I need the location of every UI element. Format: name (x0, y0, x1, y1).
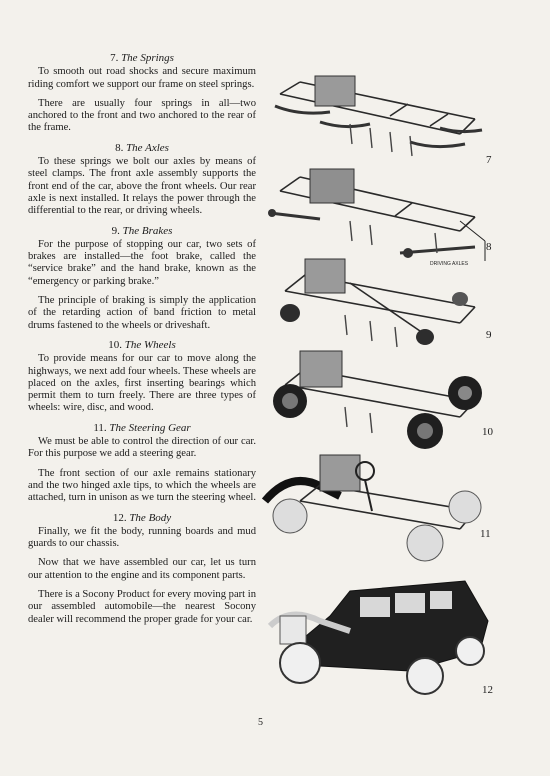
section-wheels (28, 339, 256, 415)
page-number: 5 (258, 717, 263, 728)
section-title: The Axles (126, 141, 169, 154)
paragraph: There are usually four springs in all—two anchored to the front and two anchored to the rear of the frame. (28, 97, 256, 134)
paragraph: To these springs we bolt our axles by means of steel clamps. The front axle assembly supports the front end of the car, above the front wheels. Our rear axle is next installed. It relays the power through the differential to the rear, or driving wheels. (28, 156, 256, 217)
figure-number-9: 9 (486, 329, 492, 341)
figure-number-8: 8 (486, 241, 492, 253)
paragraph: For the purpose of stopping our car, two sets of brakes are installed—the foot brake, called the “service brake” and the hand brake, known as the “emergency or parking brake.” (28, 238, 256, 287)
section-title: The Steering Gear (109, 421, 191, 434)
chassis-springs-illustration (260, 64, 490, 164)
section-title: The Brakes (122, 224, 173, 237)
driving-axles-label: DRIVING AXLES (430, 261, 469, 267)
figures-column (260, 56, 510, 716)
section-number: 10. (108, 338, 122, 351)
section-title: The Springs (121, 52, 174, 64)
paragraph: There is a Socony Product for every moving part in our assembled automobile—the nearest Socony dealer will recommend the proper grade for your car. (28, 588, 256, 625)
section-heading (28, 422, 256, 434)
section-number: 8. (115, 141, 124, 154)
chassis-steering-illustration (260, 451, 490, 566)
section-number: 12. (112, 511, 127, 524)
figure-wheels (260, 341, 490, 451)
car-body-illustration (260, 571, 490, 696)
section-brakes (28, 225, 256, 332)
figure-body (260, 571, 490, 696)
section-heading (28, 142, 256, 154)
section-heading (28, 225, 256, 237)
section-title: The Body (129, 511, 172, 524)
section-springs (28, 52, 256, 135)
paragraph: Finally, we fit the body, running boards and mud guards to our chassis. (28, 525, 256, 550)
section-title: The Wheels (124, 338, 176, 351)
section-body (28, 512, 256, 626)
figure-steering-gear (260, 451, 490, 566)
section-heading (28, 339, 256, 351)
section-heading (28, 512, 256, 524)
figure-number-10: 10 (482, 426, 493, 438)
text-column (28, 52, 256, 633)
paragraph: The front section of our axle remains stationary and the two hinged axle tips, to which the wheels are attached, turn in unison as we turn the steering wheel. (28, 467, 256, 504)
section-number: 7. (110, 52, 119, 64)
figure-number-12: 12 (482, 684, 493, 696)
paragraph: Now that we have assembled our car, let us turn our attention to the engine and its component parts. (28, 557, 256, 581)
section-axles (28, 142, 256, 218)
chassis-wheels-illustration (260, 341, 490, 451)
figure-number-7: 7 (486, 154, 492, 166)
section-number: 9. (111, 224, 120, 237)
figure-number-11: 11 (480, 528, 491, 540)
paragraph: The principle of braking is simply the application of the retarding action of band friction to metal drums fastened to the wheels or driveshaft. (28, 295, 256, 331)
section-heading (28, 52, 256, 64)
paragraph: To smooth out road shocks and secure maximum riding comfort we support our frame on steel springs. (28, 66, 256, 90)
section-number: 11. (93, 421, 107, 434)
paragraph: We must be able to control the direction of our car. For this purpose we add a steering gear. (28, 436, 256, 460)
section-steering-gear (28, 422, 256, 505)
paragraph: To provide means for our car to move along the highways, we next add four wheels. These wheels are placed on the axles, first inserting bearings which permit them to turn freely. There are three types of wheels: wire, disc, and wood. (28, 353, 256, 414)
figure-springs (260, 64, 490, 164)
